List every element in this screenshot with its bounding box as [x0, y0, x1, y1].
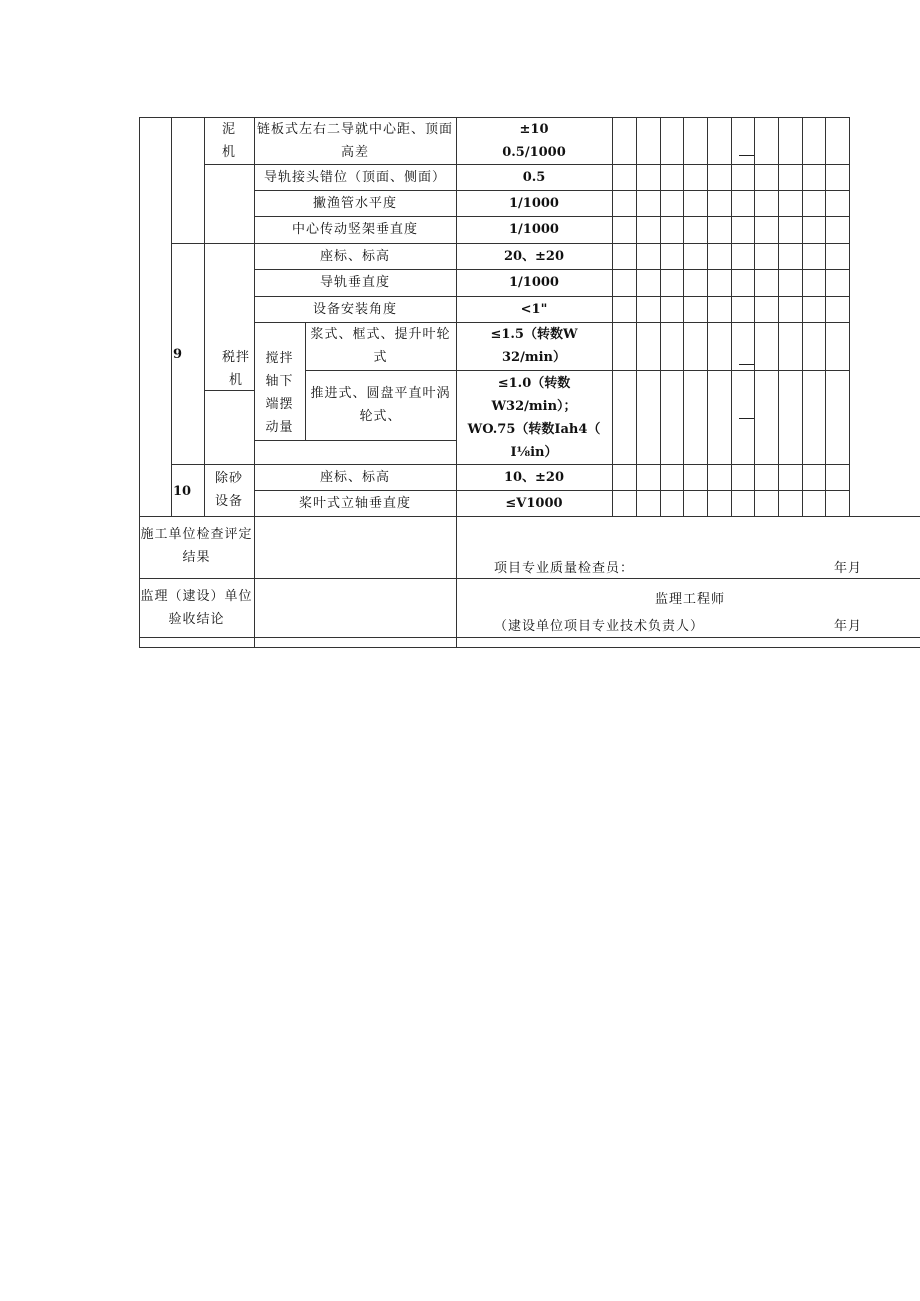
row-line-mixer-5 [254, 440, 456, 441]
col-line-m9 [802, 117, 803, 516]
sand-r2-value: ≤V1000 [505, 495, 563, 511]
footer-bottom-border [139, 647, 920, 648]
sand-r1-item: 座标、标高 [319, 469, 390, 485]
mixer-r3-item: 设备安装角度 [312, 301, 397, 317]
mud-machine-name: 泥 机 [221, 121, 236, 160]
sand-r1-value: 10、±20 [503, 469, 565, 485]
col-line-m4 [683, 117, 684, 516]
col-line-m7 [754, 117, 755, 516]
sand-name: 除砂 设备 [214, 471, 243, 509]
mixer-r4-item: 浆式、框式、提升叶轮 式 [310, 327, 451, 365]
mixer-r3-value: <1" [520, 301, 548, 317]
mixer-r2-value: 1/1000 [509, 275, 559, 290]
mud-r2-value: 0.5 [522, 169, 546, 185]
mixer-name: 税拌 机 [221, 350, 250, 388]
mixer-r2-item: 导轨垂直度 [319, 275, 390, 290]
mixer-r4-dash [731, 358, 754, 370]
supervision-engineer-label: 监理工程师 [654, 592, 725, 607]
col-line-m5 [707, 117, 708, 516]
col-line-m2 [636, 117, 637, 516]
sand-r2-item: 桨叶式立轴垂直度 [298, 495, 411, 511]
construction-date: 年月 [834, 561, 863, 576]
mud-r4-item: 中心传动竖架垂直度 [291, 222, 418, 237]
construction-result-label: 施工单位检查评定 结果 [140, 527, 253, 565]
mud-r4-value: 1/1000 [509, 222, 559, 237]
mixer-r1-item: 座标、标高 [319, 248, 390, 264]
mixer-number: 9 [173, 347, 183, 362]
sand-number: 10 [173, 484, 192, 499]
col-line-m3 [660, 117, 661, 516]
footer-top-border [139, 516, 920, 517]
mixer-r5-value: ≤1.0（转数W32∕min）； WO.75（转数Iah4（ I⅛in） [467, 376, 601, 460]
col-line-name [204, 117, 205, 516]
col-line-m6 [731, 117, 732, 516]
col-line-m10 [825, 117, 826, 516]
mud-r1-value: ±10 0.5/1000 [502, 121, 566, 160]
quality-inspector-label: 项目专业质量检查员： [494, 561, 635, 576]
supervision-conclusion-label: 监理（逮设）单位 验收结论 [140, 589, 253, 627]
mud-r1-dash [731, 150, 754, 164]
mud-r3-value: 1/1000 [509, 195, 559, 211]
mixer-sub-label: 搅拌 轴下 端摆 动量 [265, 350, 294, 435]
mixer-r4-value: ≤1.5（转数W 32∕min） [490, 327, 578, 365]
col-line-no [171, 117, 172, 516]
mud-r2-item: 导轨接头错位（顶面、侧面） [263, 169, 446, 185]
mud-r1-item: 链板式左右二导就中心距、顶面 高差 [256, 121, 453, 160]
mixer-r5-dash [731, 412, 754, 424]
col-line-m1 [612, 117, 613, 516]
mixer-r5-item: 推进式、圆盘平直叶涡 轮式、 [310, 386, 451, 424]
supervision-date: 年月 [834, 619, 863, 634]
mixer-r1-value: 20、±20 [503, 248, 565, 264]
table-right-border [849, 117, 850, 516]
mud-r3-item: 撇渔管水平度 [312, 195, 397, 211]
tech-lead-label: （逮设单位项目专业技术负责人） [494, 619, 705, 634]
col-line-m8 [778, 117, 779, 516]
